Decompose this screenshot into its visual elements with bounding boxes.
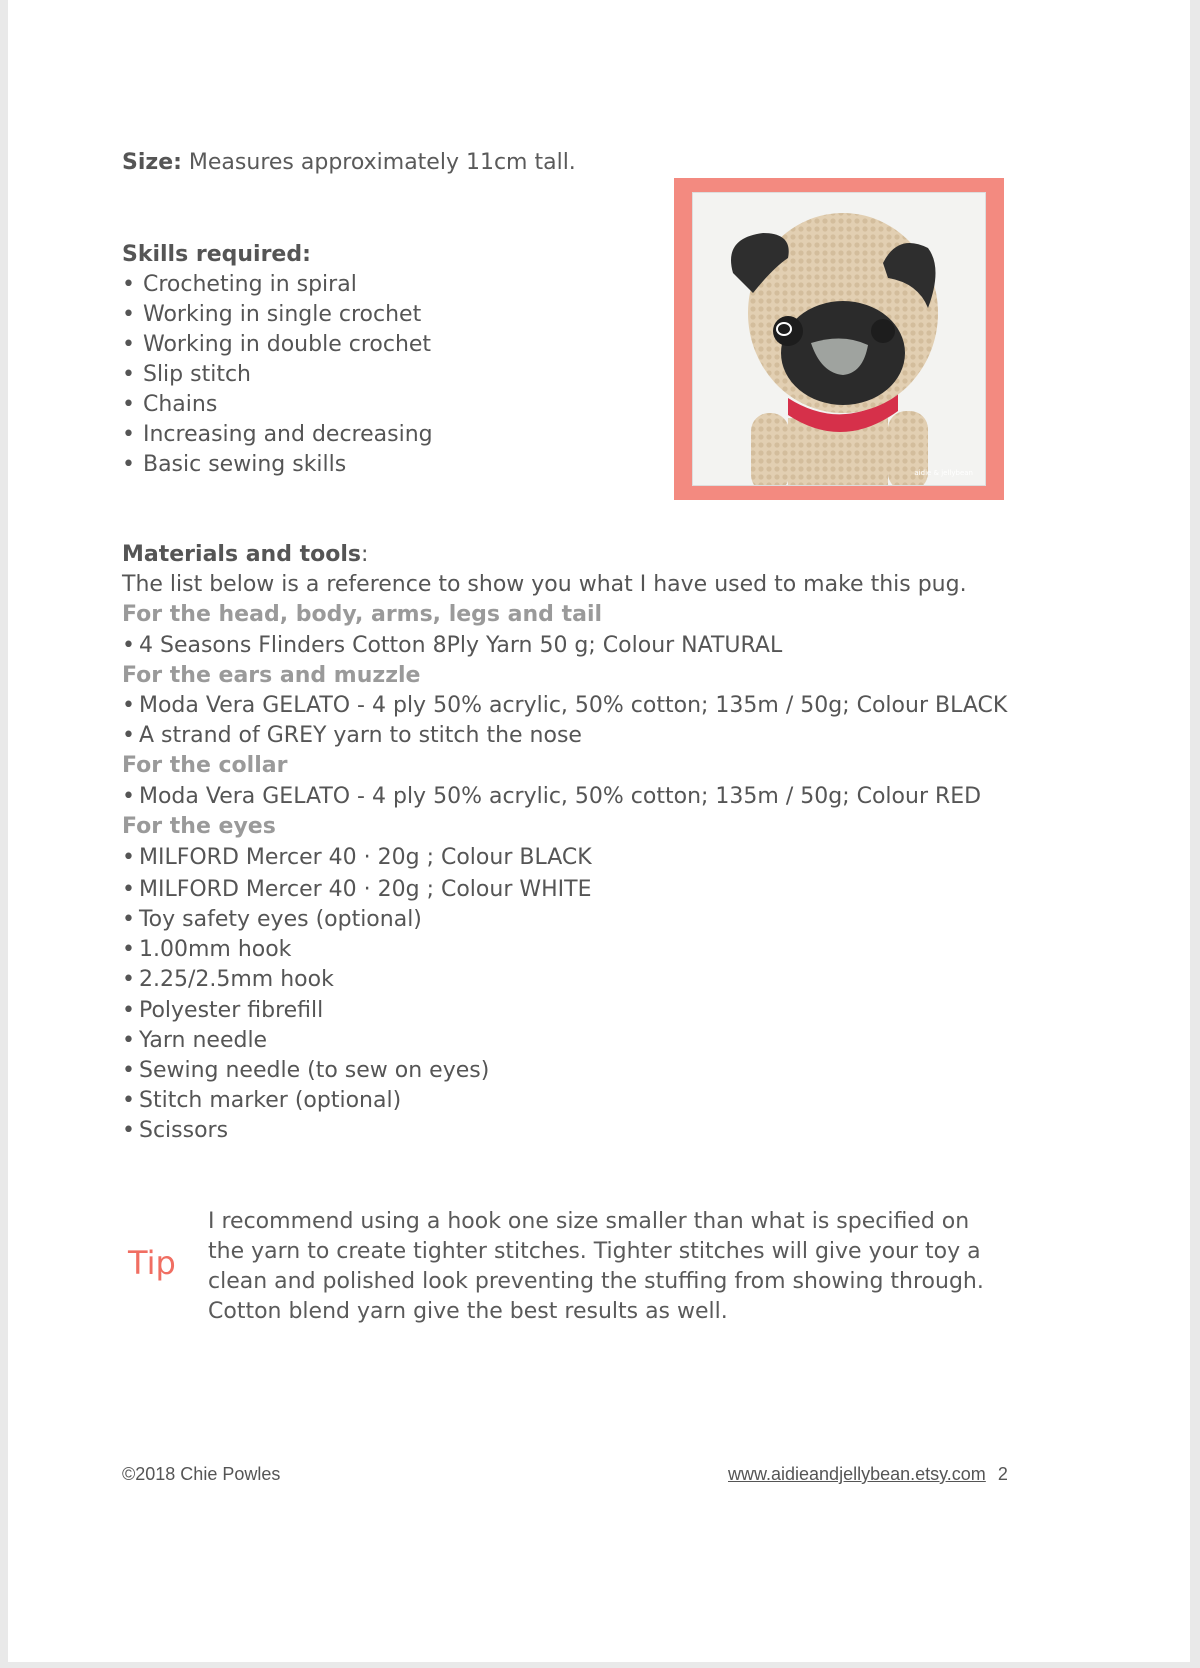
- tip-label: Tip: [128, 1244, 176, 1282]
- size-label: Size:: [122, 150, 182, 175]
- materials-section: [122, 540, 1022, 1147]
- size-text: Measures approximately 11cm tall.: [181, 150, 576, 175]
- material-item: • Stitch marker (optional): [122, 1086, 1022, 1116]
- group-title-ears-muzzle: For the ears and muzzle: [122, 662, 421, 688]
- material-item: • MILFORD Mercer 40 · 20g ; Colour WHITE: [122, 874, 1022, 906]
- material-item: • 1.00mm hook: [122, 935, 1022, 965]
- skill-item: • Crocheting in spiral: [122, 270, 433, 300]
- material-item: • MILFORD Mercer 40 · 20g ; Colour BLACK: [122, 842, 1022, 874]
- material-item: • A strand of GREY yarn to stitch the nose: [122, 721, 1022, 751]
- pug-photo: [692, 192, 986, 486]
- materials-heading: Materials and tools: [122, 542, 362, 567]
- footer-url-link[interactable]: www.aidieandjellybean.etsy.com: [728, 1464, 986, 1484]
- group-title-eyes: For the eyes: [122, 813, 276, 839]
- materials-intro: The list below is a reference to show you what I have used to make this pug.: [122, 572, 967, 598]
- photo-frame: [674, 178, 1004, 500]
- material-item: • Moda Vera GELATO - 4 ply 50% acrylic, 50% cotton; 135m / 50g; Colour RED: [122, 782, 1022, 812]
- tip-text: I recommend using a hook one size smaller than what is specified on the yarn to create tighter stitches. Tighter stitches will give your toy a clean and polished look preventing the stuffing from showing through. Cotton blend yarn give the best results as well.: [208, 1209, 984, 1324]
- skills-heading: Skills required:: [122, 242, 311, 267]
- skill-item: • Basic sewing skills: [122, 450, 433, 480]
- material-item: • 4 Seasons Flinders Cotton 8Ply Yarn 50 g; Colour NATURAL: [122, 631, 1022, 661]
- skill-item: • Working in single crochet: [122, 300, 433, 330]
- group-title-head-body: For the head, body, arms, legs and tail: [122, 602, 603, 628]
- material-item: • Scissors: [122, 1116, 1022, 1146]
- skill-item: • Working in double crochet: [122, 330, 433, 360]
- group-list: [122, 842, 1022, 1147]
- materials-heading-line: [122, 540, 1022, 570]
- material-item: • Yarn needle: [122, 1026, 1022, 1056]
- page-number: 2: [997, 1464, 1008, 1484]
- photo-watermark: aidie & jellybean: [914, 469, 973, 477]
- size-line: [122, 150, 576, 175]
- material-item: • Toy safety eyes (optional): [122, 905, 1022, 935]
- material-item: • Sewing needle (to sew on eyes): [122, 1056, 1022, 1086]
- materials-heading-colon: :: [361, 542, 369, 567]
- footer-copyright: ©2018 Chie Powles: [122, 1464, 281, 1484]
- material-item: • 2.25/2.5mm hook: [122, 965, 1022, 995]
- document-page: [8, 0, 1190, 1662]
- skills-section: [122, 240, 433, 480]
- group-list: [122, 691, 1022, 751]
- group-list: [122, 631, 1022, 661]
- skill-item: • Slip stitch: [122, 360, 433, 390]
- skill-item: • Chains: [122, 390, 433, 420]
- group-title-collar: For the collar: [122, 753, 288, 779]
- material-item: • Moda Vera GELATO - 4 ply 50% acrylic, 50% cotton; 135m / 50g; Colour BLACK: [122, 691, 1022, 721]
- footer-right: [728, 1464, 1008, 1485]
- skill-item: • Increasing and decreasing: [122, 420, 433, 450]
- pug-illustration: [693, 193, 985, 485]
- skills-list: [122, 270, 433, 480]
- group-list: [122, 782, 1022, 812]
- material-item: • Polyester fibrefill: [122, 996, 1022, 1026]
